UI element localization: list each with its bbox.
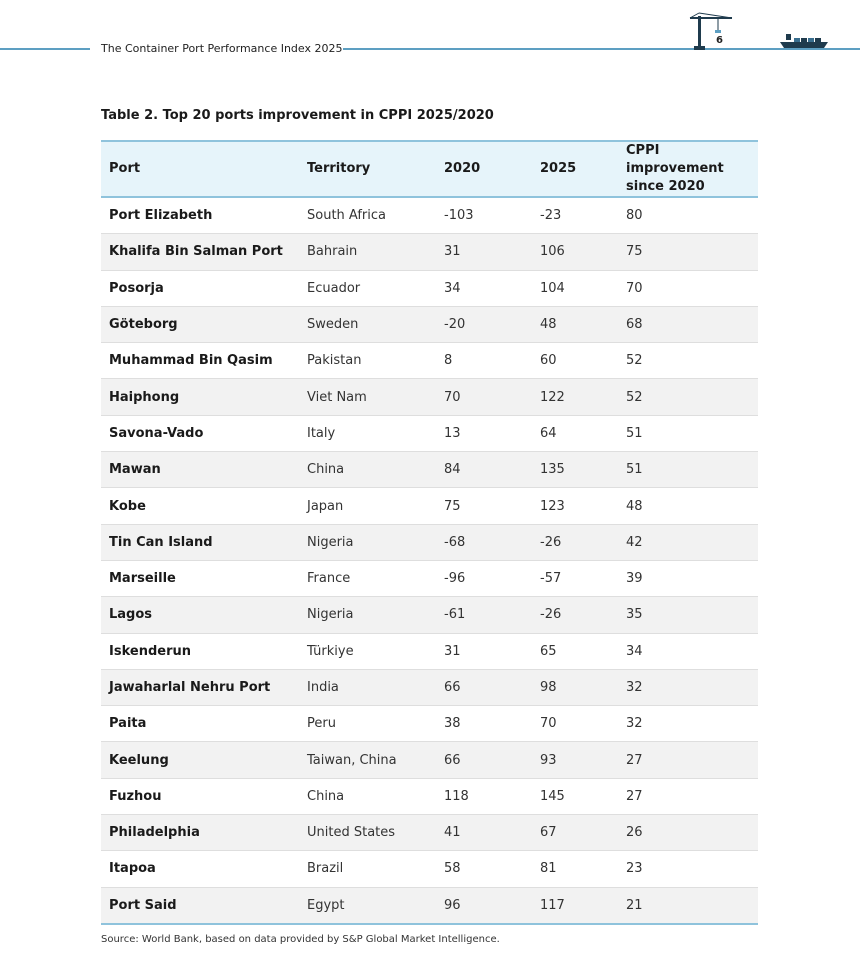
territory-cell: Japan bbox=[299, 488, 436, 524]
table-row bbox=[101, 379, 758, 415]
territory-cell: Taiwan, China bbox=[299, 742, 436, 778]
value-2020-cell: 84 bbox=[436, 452, 532, 488]
port-cell: Keelung bbox=[101, 742, 299, 778]
value-2025-cell: 70 bbox=[532, 706, 618, 742]
value-2025-cell: 98 bbox=[532, 669, 618, 705]
value-2025-cell: 123 bbox=[532, 488, 618, 524]
improvement-cell: 23 bbox=[618, 851, 758, 887]
territory-cell: China bbox=[299, 452, 436, 488]
improvement-cell: 39 bbox=[618, 560, 758, 596]
value-2020-cell: -96 bbox=[436, 560, 532, 596]
port-cell: Savona-Vado bbox=[101, 415, 299, 451]
value-2020-cell: 38 bbox=[436, 706, 532, 742]
value-2025-cell: 106 bbox=[532, 234, 618, 270]
territory-cell: Brazil bbox=[299, 851, 436, 887]
port-cell: Muhammad Bin Qasim bbox=[101, 343, 299, 379]
value-2025-cell: 60 bbox=[532, 343, 618, 379]
value-2020-cell: 118 bbox=[436, 778, 532, 814]
port-cell: Mawan bbox=[101, 452, 299, 488]
improvement-cell: 52 bbox=[618, 379, 758, 415]
port-cell: Fuzhou bbox=[101, 778, 299, 814]
value-2025-cell: 48 bbox=[532, 306, 618, 342]
table-row bbox=[101, 669, 758, 705]
improvement-cell: 48 bbox=[618, 488, 758, 524]
improvement-cell: 34 bbox=[618, 633, 758, 669]
port-cell: Posorja bbox=[101, 270, 299, 306]
port-cell: Lagos bbox=[101, 597, 299, 633]
territory-cell: France bbox=[299, 560, 436, 596]
value-2025-cell: -23 bbox=[532, 197, 618, 234]
table-row bbox=[101, 742, 758, 778]
port-cell: Jawaharlal Nehru Port bbox=[101, 669, 299, 705]
value-2025-cell: 122 bbox=[532, 379, 618, 415]
table-row bbox=[101, 633, 758, 669]
territory-cell: Pakistan bbox=[299, 343, 436, 379]
improvement-cell: 42 bbox=[618, 524, 758, 560]
value-2025-cell: 145 bbox=[532, 778, 618, 814]
port-cell: Paita bbox=[101, 706, 299, 742]
column-header-port: Port bbox=[101, 141, 299, 197]
table-row bbox=[101, 234, 758, 270]
column-header-territory: Territory bbox=[299, 141, 436, 197]
improvement-cell: 32 bbox=[618, 706, 758, 742]
improvement-cell: 26 bbox=[618, 815, 758, 851]
port-cell: Port Said bbox=[101, 887, 299, 924]
table-title: Table 2. Top 20 ports improvement in CPPI 2025/2020 bbox=[101, 108, 494, 123]
table-row bbox=[101, 597, 758, 633]
value-2020-cell: -103 bbox=[436, 197, 532, 234]
port-cell: Haiphong bbox=[101, 379, 299, 415]
improvement-cell: 68 bbox=[618, 306, 758, 342]
value-2025-cell: -57 bbox=[532, 560, 618, 596]
improvement-cell: 27 bbox=[618, 778, 758, 814]
improvement-cell: 52 bbox=[618, 343, 758, 379]
value-2020-cell: 31 bbox=[436, 234, 532, 270]
port-cell: Iskenderun bbox=[101, 633, 299, 669]
value-2020-cell: 31 bbox=[436, 633, 532, 669]
territory-cell: Nigeria bbox=[299, 597, 436, 633]
improvement-cell: 21 bbox=[618, 887, 758, 924]
value-2020-cell: 70 bbox=[436, 379, 532, 415]
table-row bbox=[101, 887, 758, 924]
table-row bbox=[101, 524, 758, 560]
value-2025-cell: 93 bbox=[532, 742, 618, 778]
territory-cell: Viet Nam bbox=[299, 379, 436, 415]
column-header-2020: 2020 bbox=[436, 141, 532, 197]
territory-cell: Nigeria bbox=[299, 524, 436, 560]
table-row bbox=[101, 197, 758, 234]
territory-cell: Egypt bbox=[299, 887, 436, 924]
improvement-cell: 35 bbox=[618, 597, 758, 633]
page-header bbox=[0, 0, 860, 60]
value-2025-cell: 104 bbox=[532, 270, 618, 306]
value-2020-cell: -20 bbox=[436, 306, 532, 342]
improvement-cell: 27 bbox=[618, 742, 758, 778]
source-note: Source: World Bank, based on data provided by S&P Global Market Intelligence. bbox=[101, 934, 500, 945]
value-2020-cell: 66 bbox=[436, 669, 532, 705]
territory-cell: Türkiye bbox=[299, 633, 436, 669]
value-2020-cell: 66 bbox=[436, 742, 532, 778]
territory-cell: Ecuador bbox=[299, 270, 436, 306]
value-2020-cell: 8 bbox=[436, 343, 532, 379]
territory-cell: India bbox=[299, 669, 436, 705]
table-row bbox=[101, 560, 758, 596]
value-2020-cell: 58 bbox=[436, 851, 532, 887]
value-2025-cell: -26 bbox=[532, 524, 618, 560]
column-header-2025: 2025 bbox=[532, 141, 618, 197]
table-row bbox=[101, 343, 758, 379]
improvement-cell: 51 bbox=[618, 452, 758, 488]
value-2020-cell: 13 bbox=[436, 415, 532, 451]
page-number: 6 bbox=[716, 35, 723, 46]
port-cell: Itapoa bbox=[101, 851, 299, 887]
value-2020-cell: 75 bbox=[436, 488, 532, 524]
table-row bbox=[101, 270, 758, 306]
improvement-cell: 51 bbox=[618, 415, 758, 451]
territory-cell: China bbox=[299, 778, 436, 814]
table-row bbox=[101, 706, 758, 742]
ship-icon bbox=[778, 28, 830, 50]
table-body bbox=[101, 197, 758, 924]
table-row bbox=[101, 306, 758, 342]
territory-cell: South Africa bbox=[299, 197, 436, 234]
port-cell: Philadelphia bbox=[101, 815, 299, 851]
ports-table bbox=[101, 140, 758, 925]
value-2020-cell: 41 bbox=[436, 815, 532, 851]
improvement-cell: 32 bbox=[618, 669, 758, 705]
territory-cell: Bahrain bbox=[299, 234, 436, 270]
territory-cell: Italy bbox=[299, 415, 436, 451]
table-row bbox=[101, 452, 758, 488]
value-2025-cell: 64 bbox=[532, 415, 618, 451]
table-header-row bbox=[101, 141, 758, 197]
improvement-cell: 70 bbox=[618, 270, 758, 306]
port-cell: Marseille bbox=[101, 560, 299, 596]
value-2025-cell: -26 bbox=[532, 597, 618, 633]
port-cell: Port Elizabeth bbox=[101, 197, 299, 234]
improvement-cell: 80 bbox=[618, 197, 758, 234]
value-2020-cell: -61 bbox=[436, 597, 532, 633]
report-title: The Container Port Performance Index 2025 bbox=[101, 42, 343, 55]
port-cell: Göteborg bbox=[101, 306, 299, 342]
value-2025-cell: 135 bbox=[532, 452, 618, 488]
value-2020-cell: 34 bbox=[436, 270, 532, 306]
table-row bbox=[101, 488, 758, 524]
table-row bbox=[101, 778, 758, 814]
header-rule-left bbox=[0, 48, 90, 50]
value-2025-cell: 67 bbox=[532, 815, 618, 851]
table-row bbox=[101, 815, 758, 851]
territory-cell: Sweden bbox=[299, 306, 436, 342]
column-header-improvement: CPPI improvement since 2020 bbox=[618, 141, 758, 197]
value-2025-cell: 81 bbox=[532, 851, 618, 887]
port-cell: Tin Can Island bbox=[101, 524, 299, 560]
table-row bbox=[101, 415, 758, 451]
crane-icon bbox=[688, 12, 736, 50]
value-2025-cell: 117 bbox=[532, 887, 618, 924]
port-cell: Khalifa Bin Salman Port bbox=[101, 234, 299, 270]
territory-cell: United States bbox=[299, 815, 436, 851]
table-row bbox=[101, 851, 758, 887]
territory-cell: Peru bbox=[299, 706, 436, 742]
value-2025-cell: 65 bbox=[532, 633, 618, 669]
improvement-cell: 75 bbox=[618, 234, 758, 270]
value-2020-cell: -68 bbox=[436, 524, 532, 560]
port-cell: Kobe bbox=[101, 488, 299, 524]
value-2020-cell: 96 bbox=[436, 887, 532, 924]
